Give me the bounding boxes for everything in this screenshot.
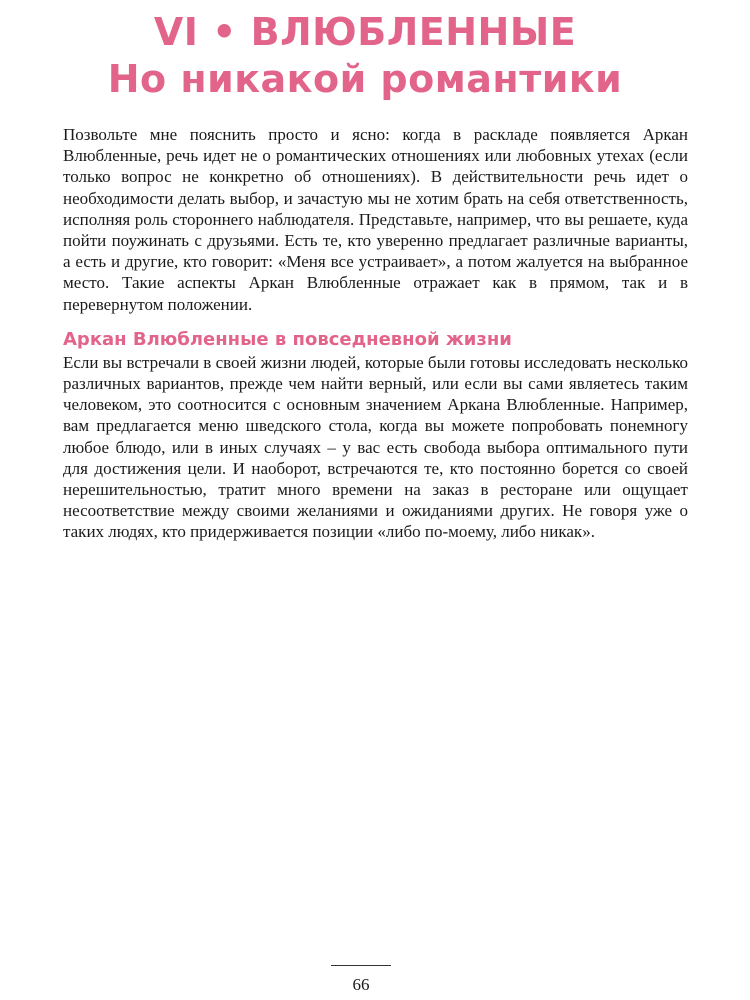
- footer-divider: [331, 965, 391, 966]
- section-heading: Аркан Влюбленные в повседневной жизни: [63, 328, 512, 350]
- chapter-title-line1: VI • ВЛЮБЛЕННЫЕ: [153, 10, 577, 54]
- page-number: 66: [352, 975, 370, 994]
- page-body: [63, 124, 688, 543]
- chapter-subtitle: Но никакой романтики: [107, 57, 623, 101]
- intro-paragraph: Позвольте мне пояснить просто и ясно: когда в раскладе появляется Аркан Влюбленные, речь идет не о романтических отношениях или любовных утехах (если только вопрос не конкретно об отношениях). В действительности речь идет о необходимости делать выбор, и зачастую мы не хотим брать на себя ответственность, исполняя роль стороннего наблюдателя. Представьте, например, что вы решаете, куда пойти поужинать с друзьями. Есть те, кто уверенно предлагает различные варианты, а есть и другие, кто говорит: «Меня все устраивает», а потом жалуется на выбранное место. Такие аспекты Аркан Влюбленные отражает как в прямом, так и в перевернутом положении.: [63, 125, 688, 314]
- chapter-title: [0, 8, 730, 102]
- section-paragraph: Если вы встречали в своей жизни людей, которые были готовы исследовать несколько различных вариантов, прежде чем найти верный, или если вы сами являетесь таким человеком, это соотносится с основным значением Аркана Влюбленные. Например, вам предлагается меню шведского стола, когда вы можете попробовать понемногу любое блюдо, или в иных случаях – у вас есть свобода выбора оптимального пути для достижения цели. И наоборот, встречаются те, кто постоянно борется со своей нерешительностью, тратит много времени на заказ в ресторане или ощущает несоответствие между своими желаниями и ожиданиями других. Не говоря уже о таких людях, кто придерживается позиции «либо по-моему, либо никак».: [63, 352, 688, 542]
